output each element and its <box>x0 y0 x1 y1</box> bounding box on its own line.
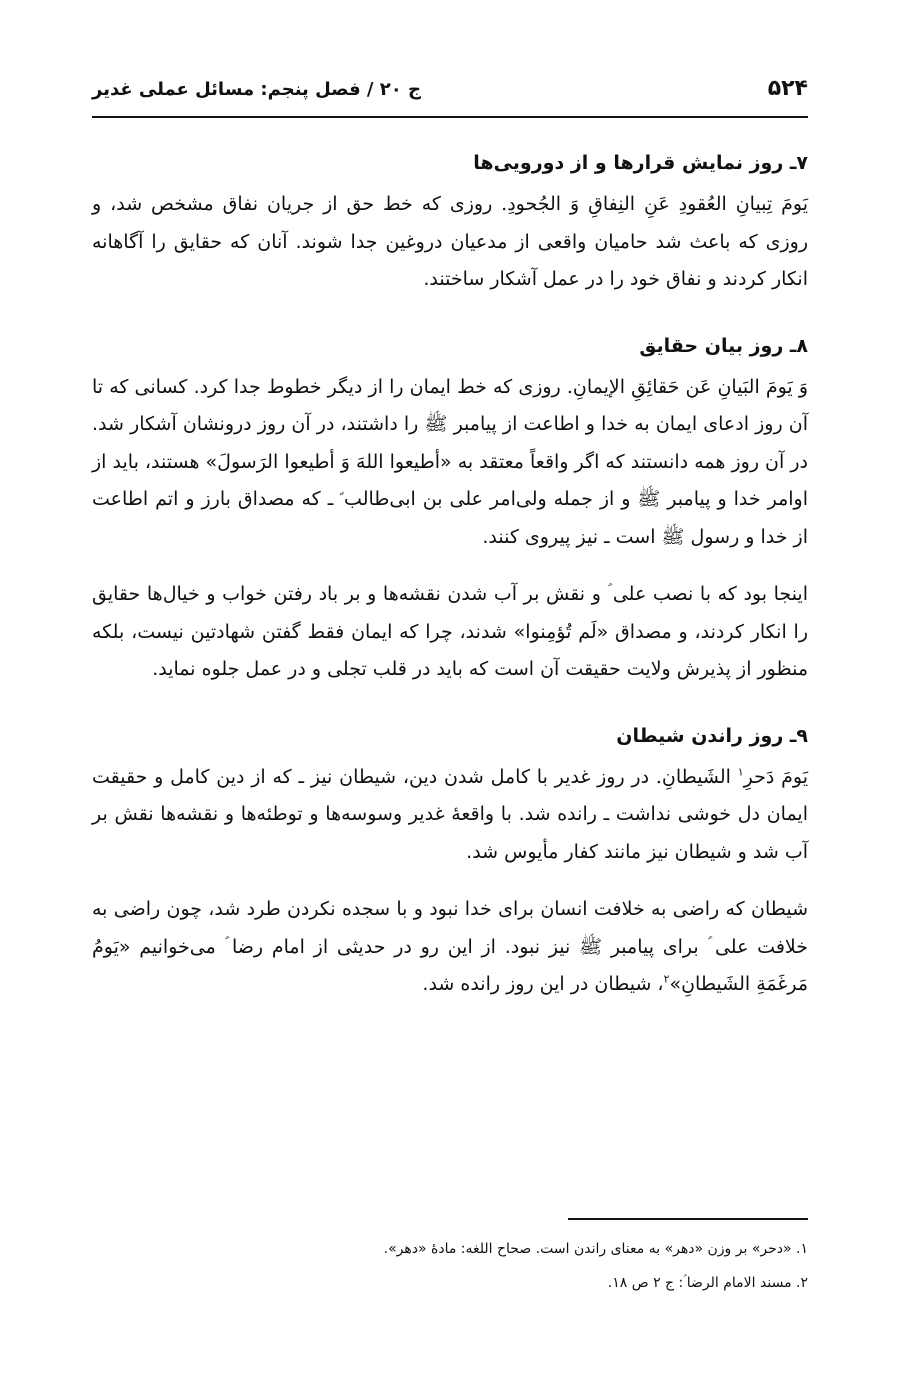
footnote-2: ۲. مسند الامام الرضا ؑ: ج ۲ ص ۱۸. <box>607 1275 808 1291</box>
paragraph-text: در روز غدیر با کامل شدن دین، شیطان نیز ـ که از دین کامل و حقیقت ایمان دل خوشی نداشت ـ رانده شد. با واقعهٔ غدیر وسوسه‌ها و توطئه‌ها و نقشه‌ها نقش بر آب شد و شیطان نیز مانند کفار مأیوس شد. <box>92 765 808 863</box>
section-heading-8: ۸ـ روز بیان حقایق <box>639 334 808 357</box>
paragraph <box>92 759 808 872</box>
section-heading-9: ۹ـ روز راندن شیطان <box>616 724 808 747</box>
paragraph-text: شیطان که راضی به خلافت انسان برای خدا نبود و با سجده نکردن طرد شد، چون راضی به خلافت علی ؑ برای پیامبر ﷺ نیز نبود. از این رو در حدیثی از امام رضا ؑ می‌خوانیم «یَومُ مَرغَمَةِ الشَیطانِ» <box>92 898 808 995</box>
page-number: ۵۲۴ <box>767 76 808 101</box>
running-title: ج ۲۰ / فصل پنجم: مسائل عملی غدیر <box>92 79 422 100</box>
paragraph <box>92 576 808 689</box>
arabic-quote: وَ یَومَ البَیانِ عَن حَقائِقِ الإیمانِ. <box>566 375 809 398</box>
paragraph <box>92 891 808 1004</box>
footnote-1: ۱. «دحر» بر وزن «دهر» به معنای راندن است. صحاح اللغه: مادهٔ «دهر». <box>383 1241 808 1257</box>
paragraph-text: روزی که خط ایمان را از دیگر خطوط جدا کرد. کسانی که تا آن روز ادعای ایمان به خدا و اطاعت از پیامبر ﷺ را داشتند، در آن روز درونشان آشکار شد. در آن روز همه دانستند که اگر واقعاً معتقد به «أطیعوا اللهَ وَ أطیعوا الرَسولَ» هستند، باید از اوامر خدا و پیامبر ﷺ و از جمله ولی‌امر علی بن ابی‌طالب ؑ ـ که مصداق بارز و اتم اطاعت از خدا و رسول ﷺ است ـ نیز پیروی کنند. <box>92 375 808 548</box>
page-header <box>92 60 808 118</box>
arabic-quote: یَومَ دَحرِ <box>743 765 808 788</box>
page-body <box>92 146 808 1004</box>
paragraph <box>92 186 808 299</box>
paragraph-text-end: ، شیطان در این روز رانده شد. <box>422 973 664 995</box>
arabic-quote: یَومَ تِبیانِ العُقودِ عَنِ النِفاقِ وَ الجُحودِ. <box>501 193 808 215</box>
paragraph <box>92 369 808 557</box>
section-heading-7: ۷ـ روز نمایش قرارها و از دورویی‌ها <box>473 152 808 174</box>
footnote-ref-2[interactable]: ۲ <box>663 972 670 986</box>
footnotes <box>92 1232 808 1300</box>
paragraph-text: اینجا بود که با نصب علی ؑ و نقش بر آب شدن نقشه‌ها و بر باد رفتن خواب و خیال‌ها حقایق را انکار کردند، و مصداق «لَم تُؤمِنوا» شدند، چرا که ایمان فقط گفتن شهادتین نیست، بلکه منظور از پذیرش ولایت حقیقت آن است که باید در قلب تجلی و در عمل جلوه نماید. <box>92 583 808 680</box>
arabic-quote-end: الشَیطانِ. <box>655 765 738 788</box>
footnote-ref-1[interactable]: ۱ <box>737 765 744 779</box>
book-page <box>92 60 808 1350</box>
footnote-divider <box>568 1218 808 1220</box>
paragraph-text: روزی که خط حق از جریان نفاق مشخص شد، و روزی که باعث شد حامیان واقعی از مدعیان دروغین جدا شوند. آنان که حقایق را آگاهانه انکار کردند و نفاق خود را در عمل آشکار ساختند. <box>92 193 808 290</box>
